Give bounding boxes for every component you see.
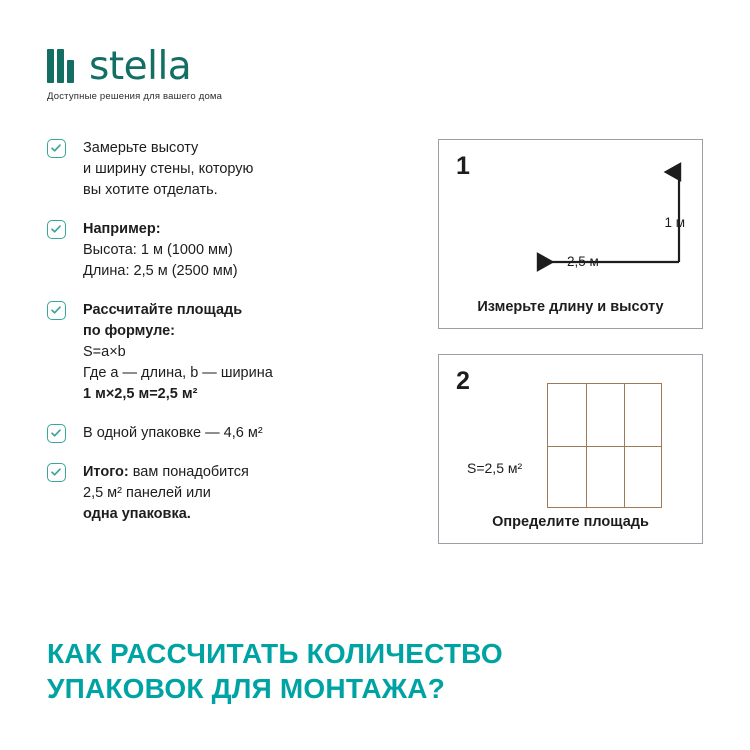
panel-1-caption: Измерьте длину и высоту bbox=[477, 299, 664, 315]
step-5-line-3: одна упаковка. bbox=[83, 506, 191, 522]
checkbox-checked-icon bbox=[47, 463, 66, 482]
list-item bbox=[47, 300, 387, 405]
checkbox-checked-icon bbox=[47, 220, 66, 239]
diagram-panel-2 bbox=[438, 354, 703, 544]
list-item bbox=[47, 138, 387, 201]
checkbox-checked-icon bbox=[47, 139, 66, 158]
step-4-text bbox=[83, 423, 387, 444]
step-3-formula: S=a×b bbox=[83, 344, 126, 360]
panel-2-caption: Определите площадь bbox=[492, 514, 649, 530]
list-item bbox=[47, 423, 387, 444]
step-2-line-1: Например: bbox=[83, 221, 161, 237]
panel-1-height-label: 1 м bbox=[664, 215, 685, 230]
step-3-line-1: Рассчитайте площадь bbox=[83, 302, 243, 318]
logo-row bbox=[47, 45, 347, 87]
step-5-rest: вам понадобится bbox=[128, 464, 249, 480]
panel-1-length-label: 2,5 м bbox=[567, 254, 599, 269]
stella-logo-mark-icon bbox=[47, 49, 77, 83]
step-2-line-3: Длина: 2,5 м (2500 мм) bbox=[83, 263, 238, 279]
step-2-text bbox=[83, 219, 387, 282]
panel-2-wall-grid bbox=[547, 383, 662, 508]
step-1-line-3: вы хотите отделать. bbox=[83, 182, 218, 198]
brand-tagline: Доступные решения для вашего дома bbox=[47, 91, 223, 102]
step-3-line-2: по формуле: bbox=[83, 323, 175, 339]
page-title-line-1: КАК РАССЧИТАТЬ КОЛИЧЕСТВО bbox=[47, 638, 503, 669]
page-title-line-2: УПАКОВОК ДЛЯ МОНТАЖА? bbox=[47, 673, 446, 704]
checkbox-checked-icon bbox=[47, 301, 66, 320]
step-1-line-1: Замерьте высоту bbox=[83, 140, 199, 156]
step-5-line-1 bbox=[83, 462, 387, 483]
step-5-line-2: 2,5 м² панелей или bbox=[83, 485, 211, 501]
panel-1-number: 1 bbox=[456, 152, 470, 180]
panel-2-area-label: S=2,5 м² bbox=[467, 460, 523, 476]
list-item bbox=[47, 462, 387, 525]
steps-list bbox=[47, 138, 387, 543]
panel-2-number: 2 bbox=[456, 367, 470, 395]
page-title bbox=[47, 636, 687, 706]
step-1-line-2: и ширину стены, которую bbox=[83, 161, 254, 177]
step-3-result: 1 м×2,5 м=2,5 м² bbox=[83, 386, 198, 402]
diagram-panel-1 bbox=[438, 139, 703, 329]
step-5-text bbox=[83, 462, 387, 525]
step-5-bold-prefix: Итого: bbox=[83, 464, 129, 480]
brand-logo bbox=[47, 45, 347, 102]
step-3-text bbox=[83, 300, 387, 405]
step-3-legend: Где a — длина, b — ширина bbox=[83, 365, 273, 381]
step-1-text bbox=[83, 138, 387, 201]
list-item bbox=[47, 219, 387, 282]
step-4-line-1: В одной упаковке — 4,6 м² bbox=[83, 425, 263, 441]
checkbox-checked-icon bbox=[47, 424, 66, 443]
step-2-line-2: Высота: 1 м (1000 мм) bbox=[83, 242, 233, 258]
brand-name: stella bbox=[89, 43, 192, 89]
